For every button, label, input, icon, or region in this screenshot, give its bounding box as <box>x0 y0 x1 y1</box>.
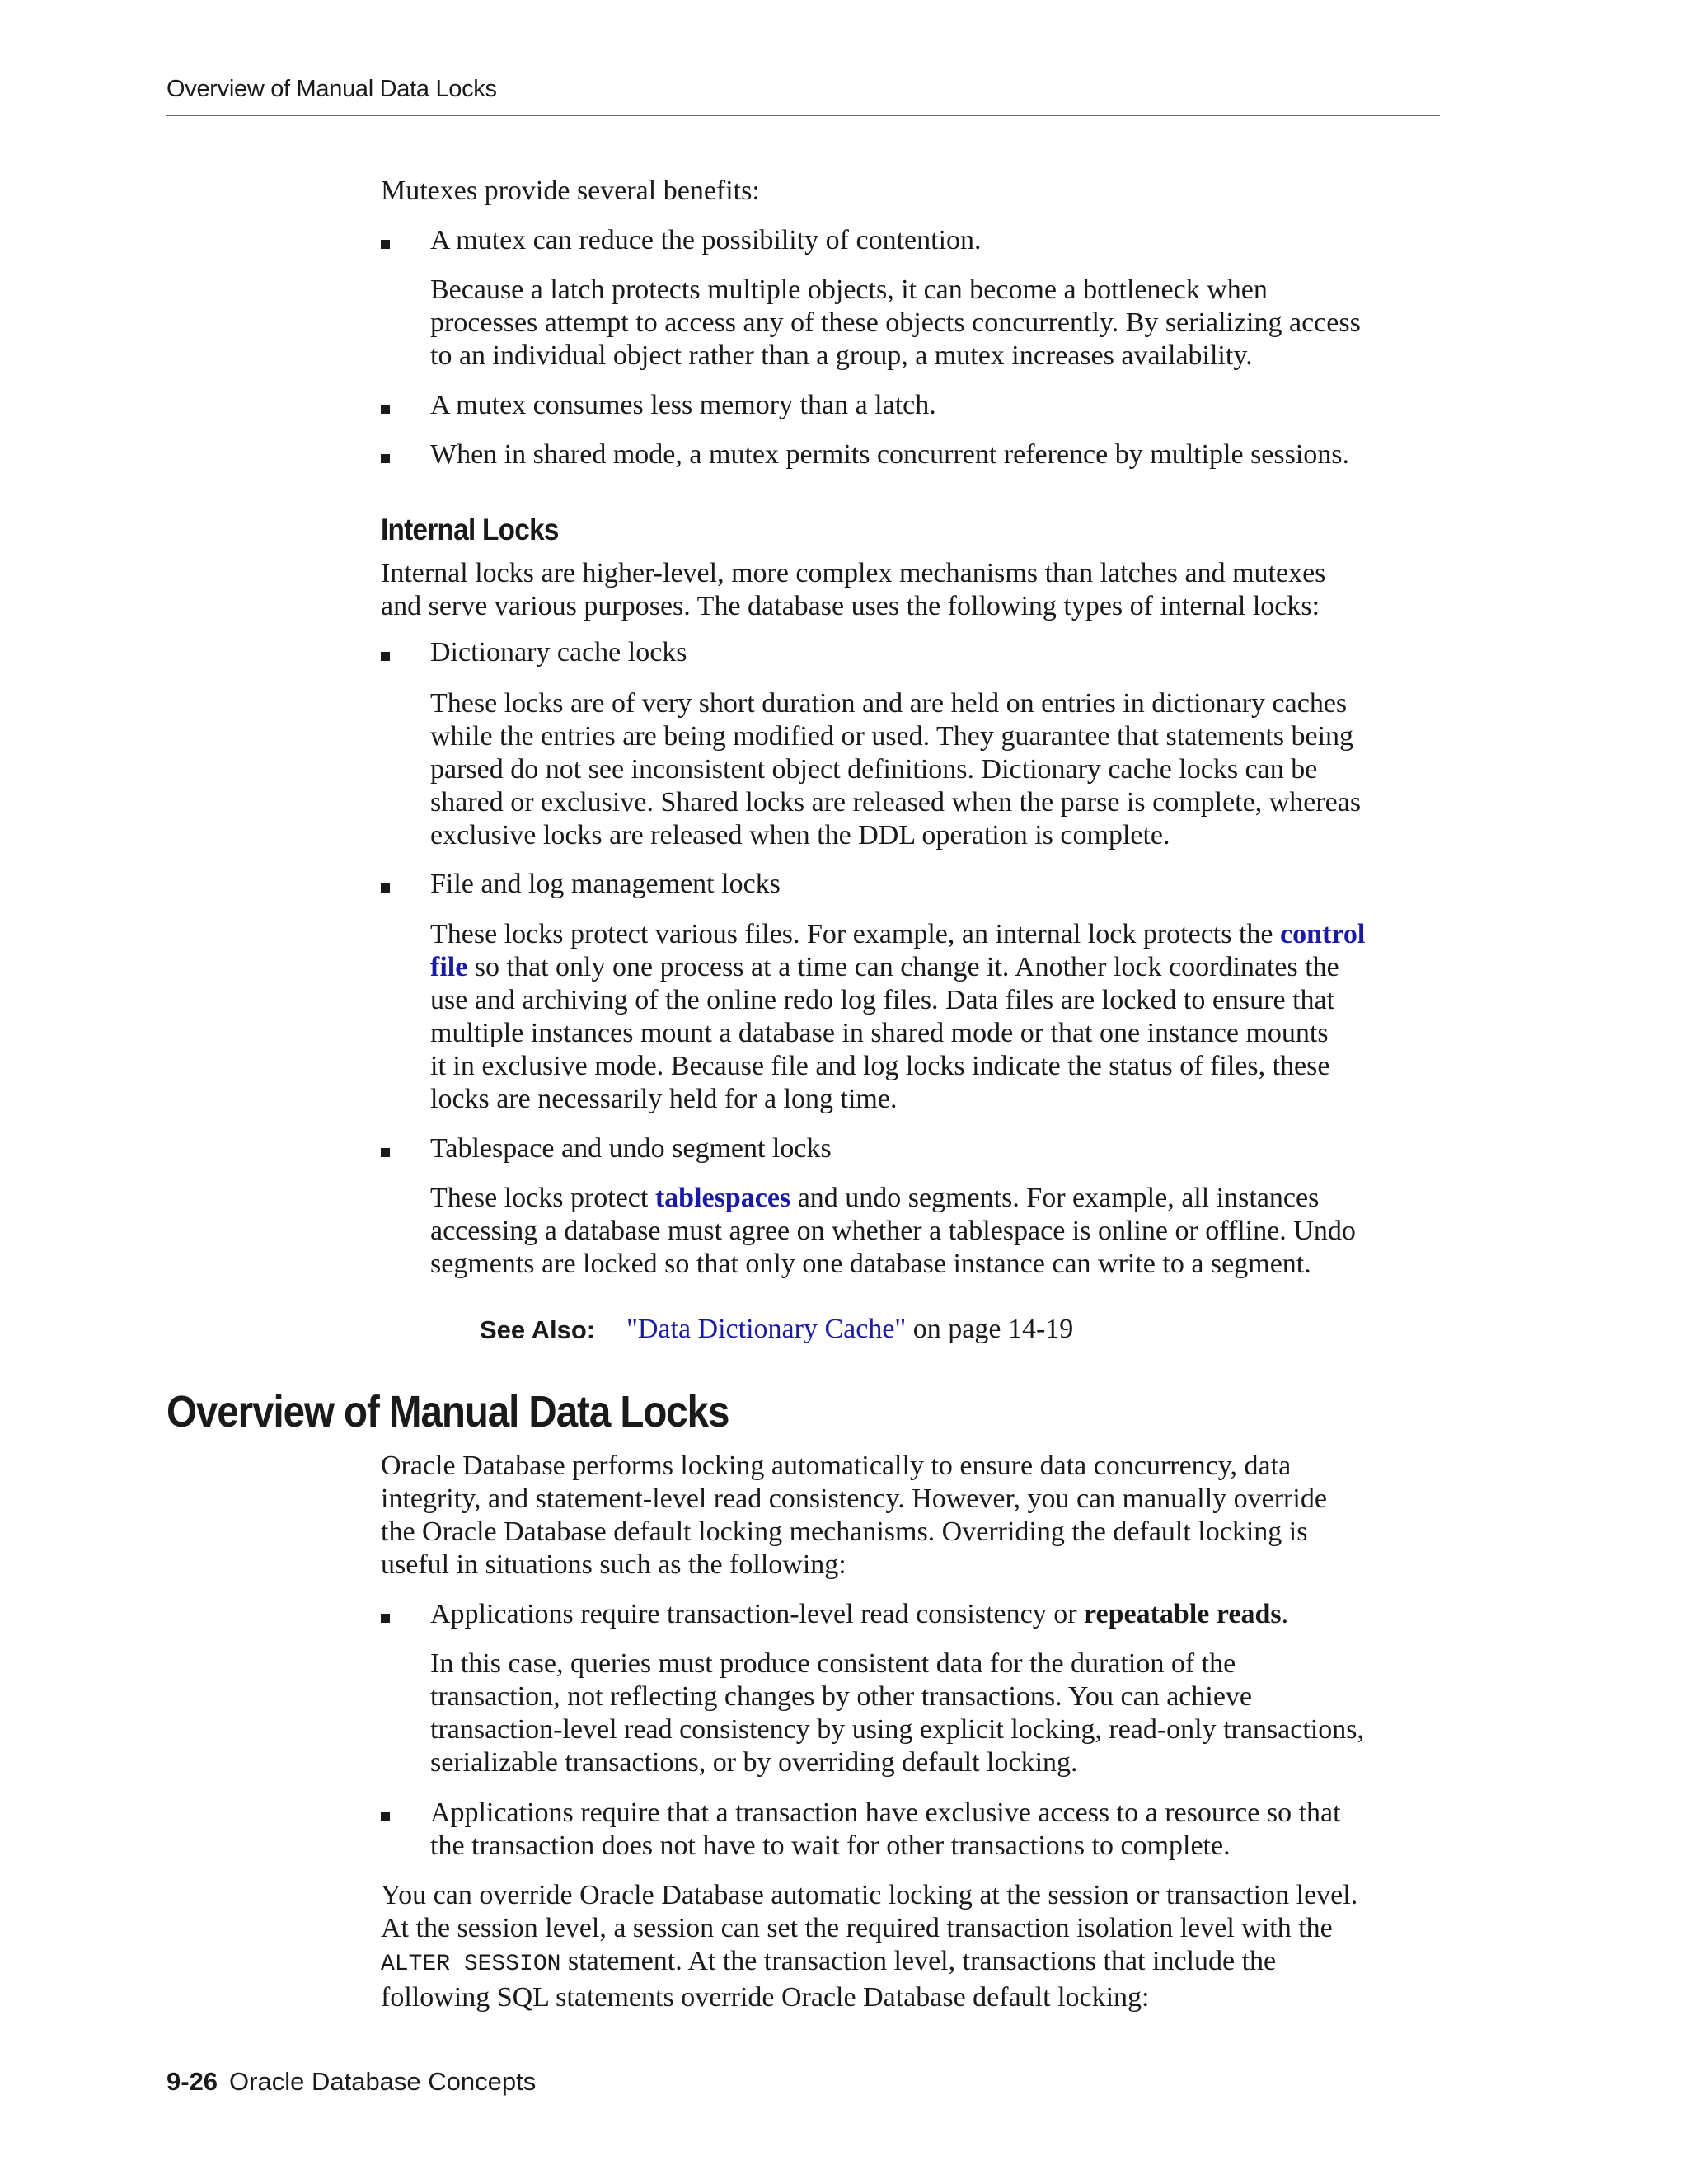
text-line: accessing a database must agree on whether a tablespace is online or offline. Undo <box>430 1216 1356 1246</box>
text-span: statement. At the transaction level, transactions that include the <box>560 1946 1277 1976</box>
mutex-intro: Mutexes provide several benefits: <box>381 176 760 206</box>
bullet-marker <box>381 454 390 463</box>
mutex-item-2: A mutex consumes less memory than a latch. <box>430 390 936 420</box>
page-number: 9-26 <box>166 2067 218 2096</box>
text-span: These locks protect <box>430 1183 655 1213</box>
bullet-marker <box>381 1614 390 1623</box>
tablespace-undo-locks-detail <box>430 1182 1444 1281</box>
text-line: shared or exclusive. Shared locks are released when the parse is complete, whereas <box>430 787 1362 818</box>
repeatable-reads-term: repeatable reads <box>1084 1599 1282 1629</box>
text-line: locks are necessarily held for a long time. <box>430 1084 898 1114</box>
bullet-marker <box>381 1148 390 1157</box>
text-line: Oracle Database performs locking automatically to ensure data concurrency, data <box>381 1451 1292 1481</box>
file-log-locks-title: File and log management locks <box>430 869 781 899</box>
file-log-locks-detail <box>430 918 1444 1116</box>
text-span: on page 14-19 <box>906 1314 1074 1344</box>
bullet-marker <box>381 652 390 661</box>
text-line: it in exclusive mode. Because file and log locks indicate the status of files, these <box>430 1051 1330 1081</box>
alter-session-code: ALTER SESSION <box>381 1952 561 1977</box>
text-line <box>430 918 1444 951</box>
text-line: Internal locks are higher-level, more complex mechanisms than latches and mutexes <box>381 558 1326 588</box>
text-line: use and archiving of the online redo log files. Data files are locked to ensure that <box>430 985 1335 1015</box>
running-header: Overview of Manual Data Locks <box>166 76 497 102</box>
text-span: These locks protect various files. For example, an internal lock protects the <box>430 919 1281 949</box>
tablespace-undo-locks-title: Tablespace and undo segment locks <box>430 1133 832 1164</box>
text-line: transaction, not reflecting changes by other transactions. You can achieve <box>430 1681 1253 1712</box>
section-heading-internal-locks: Internal Locks <box>381 513 559 546</box>
text-span: . <box>1281 1599 1289 1629</box>
dictionary-cache-locks-title: Dictionary cache locks <box>430 637 687 668</box>
text-line: following SQL statements override Oracle Database default locking: <box>381 1982 1150 2013</box>
text-line: and serve various purposes. The database uses the following types of internal locks: <box>381 591 1320 621</box>
tablespaces-link[interactable]: tablespaces <box>654 1183 791 1213</box>
text-line <box>381 1945 1444 1981</box>
dictionary-cache-locks-detail <box>430 687 1444 852</box>
text-line: while the entries are being modified or used. They guarantee that statements being <box>430 721 1354 752</box>
text-line: transaction-level read consistency by using explicit locking, read-only transactions, <box>430 1714 1364 1745</box>
see-also-label: See Also: <box>480 1315 596 1344</box>
manual-item-2 <box>430 1797 1444 1863</box>
see-also-reference <box>626 1313 1073 1346</box>
text-line: multiple instances mount a database in shared mode or that one instance mounts <box>430 1018 1329 1048</box>
text-line: exclusive locks are released when the DDL operation is complete. <box>430 820 1170 851</box>
mutex-item-1: A mutex can reduce the possibility of contention. <box>430 225 982 255</box>
internal-locks-intro <box>381 557 1444 623</box>
bullet-marker <box>381 1812 390 1821</box>
text-line: Applications require that a transaction have exclusive access to a resource so that <box>430 1797 1341 1828</box>
bullet-marker <box>381 240 390 249</box>
text-line: to an individual object rather than a group, a mutex increases availability. <box>430 340 1253 371</box>
text-line: the transaction does not have to wait for other transactions to complete. <box>430 1830 1231 1861</box>
bullet-marker <box>381 883 390 893</box>
data-dictionary-cache-link[interactable]: "Data Dictionary Cache" <box>626 1314 907 1344</box>
text-line: You can override Oracle Database automatic locking at the session or transaction level. <box>381 1880 1358 1910</box>
text-line: the Oracle Database default locking mechanisms. Overriding the default locking is <box>381 1516 1308 1547</box>
text-span: Applications require transaction-level read consistency or <box>430 1599 1085 1629</box>
text-span: so that only one process at a time can change it. Another lock coordinates the <box>467 952 1339 982</box>
mutex-item-1-detail <box>430 274 1444 373</box>
bullet-marker <box>381 405 390 414</box>
manual-item-1-detail <box>430 1647 1444 1779</box>
text-line: parsed do not see inconsistent object definitions. Dictionary cache locks can be <box>430 754 1318 785</box>
text-line: In this case, queries must produce consistent data for the duration of the <box>430 1648 1236 1679</box>
text-line <box>430 1182 1444 1215</box>
text-line: Because a latch protects multiple objects, it can become a bottleneck when <box>430 274 1268 305</box>
control-file-link[interactable]: control <box>1280 919 1366 949</box>
text-line: At the session level, a session can set the required transaction isolation level with the <box>381 1913 1333 1943</box>
text-line: integrity, and statement-level read consistency. However, you can manually override <box>381 1483 1327 1514</box>
section-heading-manual-data-locks: Overview of Manual Data Locks <box>166 1387 729 1436</box>
text-line: segments are locked so that only one database instance can write to a segment. <box>430 1249 1311 1279</box>
control-file-link-continued[interactable]: file <box>430 952 468 982</box>
manual-locks-closing <box>381 1879 1444 2014</box>
text-line: processes attempt to access any of these objects concurrently. By serializing access <box>430 307 1361 338</box>
text-line <box>430 951 1444 984</box>
text-span: and undo segments. For example, all instances <box>790 1183 1320 1213</box>
manual-item-1 <box>430 1598 1444 1631</box>
book-title: Oracle Database Concepts <box>229 2067 537 2096</box>
page-footer <box>166 2067 536 2097</box>
text-line: serializable transactions, or by overriding default locking. <box>430 1747 1078 1778</box>
mutex-item-3: When in shared mode, a mutex permits concurrent reference by multiple sessions. <box>430 439 1350 470</box>
text-line: These locks are of very short duration and are held on entries in dictionary caches <box>430 688 1348 719</box>
text-line: useful in situations such as the following: <box>381 1549 846 1580</box>
manual-locks-intro <box>381 1450 1444 1582</box>
header-rule <box>166 115 1440 116</box>
